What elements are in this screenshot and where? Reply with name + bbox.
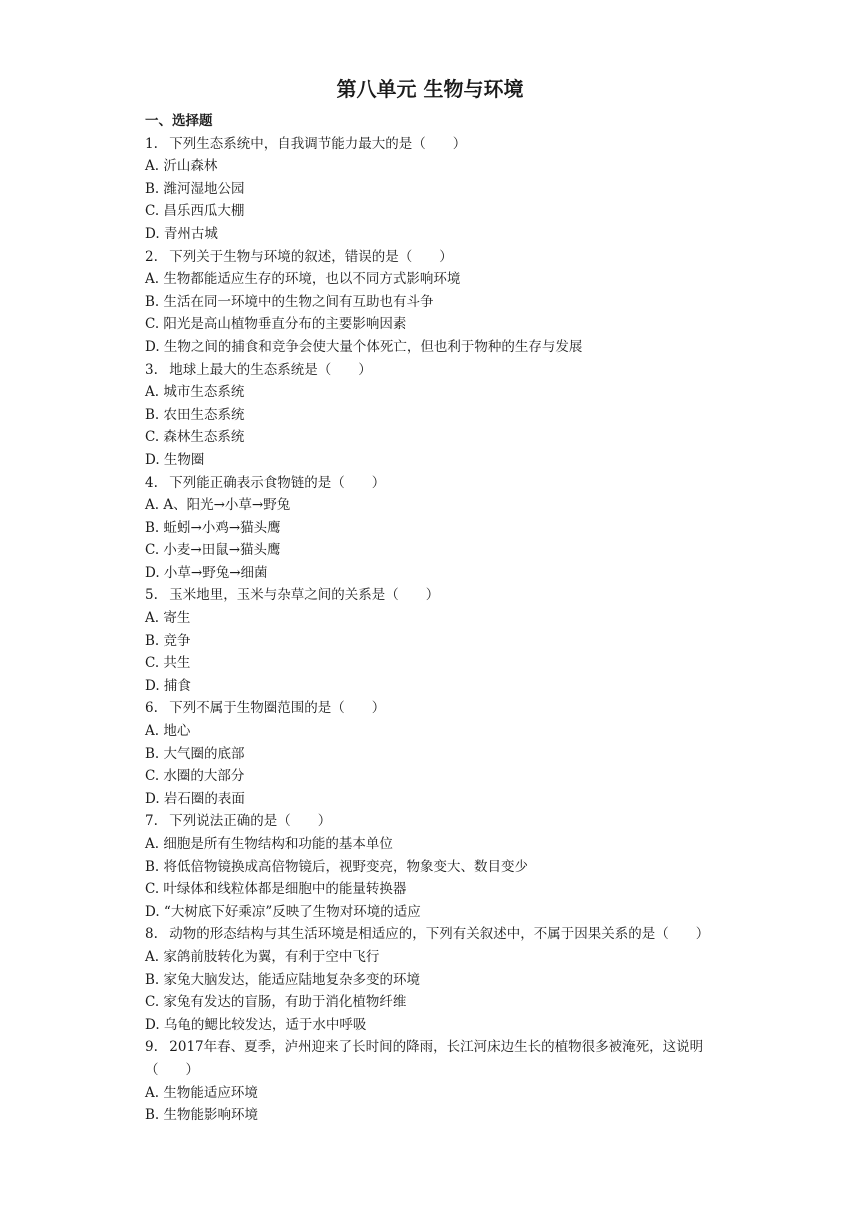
question-number: 2.	[145, 248, 158, 265]
question-text: 下列说法正确的是（ ）	[165, 813, 332, 830]
question-number: 3.	[145, 361, 158, 378]
answer-option: A. A、阳光→小草→野兔	[145, 497, 291, 514]
question-stem	[145, 923, 725, 946]
question-number: 6.	[145, 700, 158, 717]
answer-option: C. 水圈的大部分	[145, 768, 245, 785]
question-number: 7.	[145, 813, 158, 830]
answer-option: D. “大树底下好乘凉”反映了生物对环境的适应	[145, 903, 421, 920]
answer-option: B. 家兔大脑发达，能适应陆地复杂多变的环境	[145, 971, 421, 988]
question-5	[145, 584, 725, 697]
answer-option: C. 昌乐西瓜大棚	[145, 203, 245, 220]
answer-option: B. 蚯蚓→小鸡→猫头鹰	[145, 519, 281, 536]
question-stem	[145, 810, 725, 833]
answer-option: D. 生物之间的捕食和竞争会使大量个体死亡，但也利于物种的生存与发展	[145, 338, 583, 355]
answer-option: D. 生物圈	[145, 451, 205, 468]
question-number: 5.	[145, 587, 158, 604]
answer-option: D. 捕食	[145, 677, 191, 694]
question-text: 下列不属于生物圈范围的是（ ）	[165, 700, 386, 717]
section-heading: 一、选择题	[145, 113, 213, 129]
answer-option: A. 城市生态系统	[145, 384, 245, 401]
answer-option: A. 地心	[145, 723, 191, 740]
answer-option: B. 大气圈的底部	[145, 745, 245, 762]
answer-option: C. 小麦→田鼠→猫头鹰	[145, 542, 281, 559]
question-list	[145, 133, 725, 1127]
question-text: 地球上最大的生态系统是（ ）	[165, 361, 372, 378]
answer-option: A. 生物能适应环境	[145, 1084, 258, 1101]
question-text: 下列关于生物与环境的叙述，错误的是（ ）	[165, 248, 453, 265]
answer-option: B. 农田生态系统	[145, 406, 245, 423]
answer-option: B. 生活在同一环境中的生物之间有互助也有斗争	[145, 293, 434, 310]
answer-option: D. 小草→野兔→细菌	[145, 564, 268, 581]
question-number: 8.	[145, 926, 158, 943]
question-8	[145, 923, 725, 1036]
question-stem	[145, 584, 725, 607]
answer-option: C. 森林生态系统	[145, 429, 245, 446]
answer-option: B. 生物能影响环境	[145, 1107, 259, 1124]
answer-option: C. 家兔有发达的盲肠，有助于消化植物纤维	[145, 994, 407, 1011]
question-2	[145, 246, 725, 359]
answer-option: A. 寄生	[145, 610, 191, 627]
question-6	[145, 697, 725, 810]
answer-option: D. 乌龟的鳃比较发达，适于水中呼吸	[145, 1016, 367, 1033]
answer-option: A. 沂山森林	[145, 158, 218, 175]
answer-option: D. 岩石圈的表面	[145, 790, 245, 807]
answer-option: C. 叶绿体和线粒体都是细胞中的能量转换器	[145, 881, 407, 898]
answer-option: C. 阳光是高山植物垂直分布的主要影响因素	[145, 316, 407, 333]
answer-option: B. 将低倍物镜换成高倍物镜后，视野变亮，物象变大、数目变少	[145, 858, 529, 875]
answer-option: D. 青州古城	[145, 225, 218, 242]
question-1	[145, 133, 725, 246]
answer-option: A. 家鸽前肢转化为翼，有利于空中飞行	[145, 948, 380, 965]
question-3	[145, 359, 725, 472]
question-7	[145, 810, 725, 923]
question-number: 4.	[145, 474, 158, 491]
question-number: 1.	[145, 135, 158, 152]
question-stem	[145, 472, 725, 495]
page-title: 第八单元 生物与环境	[336, 77, 524, 101]
answer-option: B. 竞争	[145, 632, 191, 649]
answer-option: C. 共生	[145, 655, 191, 672]
question-number: 9.	[145, 1039, 158, 1056]
question-stem	[145, 133, 725, 156]
question-text: 下列生态系统中，自我调节能力最大的是（ ）	[165, 135, 467, 152]
answer-option: A. 生物都能适应生存的环境，也以不同方式影响环境	[145, 271, 461, 288]
question-4	[145, 472, 725, 585]
answer-option: B. 潍河湿地公园	[145, 180, 245, 197]
question-stem	[145, 246, 725, 269]
question-stem	[145, 697, 725, 720]
question-stem	[145, 359, 725, 382]
question-text: 2017年春、夏季，泸州迎来了长时间的降雨，长江河床边生长的植物很多被淹死，这说明（ ）	[145, 1039, 704, 1078]
question-text: 下列能正确表示食物链的是（ ）	[165, 474, 386, 491]
question-9	[145, 1036, 725, 1126]
question-text: 动物的形态结构与其生活环境是相适应的，下列有关叙述中，不属于因果关系的是（ ）	[165, 926, 710, 943]
answer-option: A. 细胞是所有生物结构和功能的基本单位	[145, 836, 393, 852]
document-page	[145, 72, 725, 1127]
question-text: 玉米地里，玉米与杂草之间的关系是（ ）	[165, 587, 440, 604]
question-stem	[145, 1036, 725, 1081]
